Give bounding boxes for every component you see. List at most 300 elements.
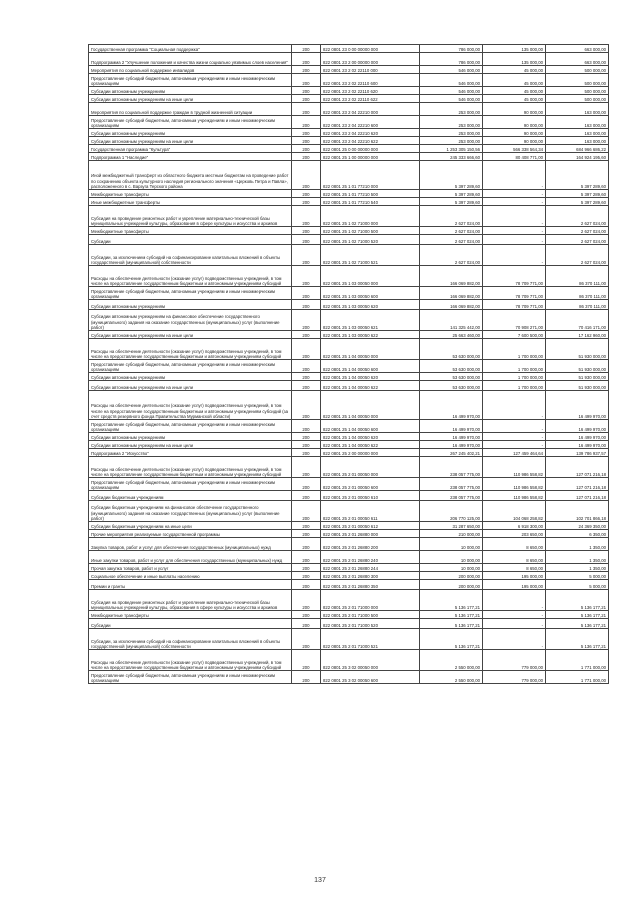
row-amount-1: 2 627 024,00 [420, 235, 483, 245]
row-gr: 200 [292, 116, 321, 129]
table-row [89, 227, 609, 235]
row-name: Предоставление субсидий бюджетным, автономным учреждениям и иным некоммерческим организациям [89, 74, 292, 87]
row-amount-1: 53 630 000,00 [420, 339, 483, 360]
row-amount-3: 127 071 216,18 [546, 491, 609, 501]
table-row [89, 331, 609, 339]
row-gr: 200 [292, 74, 321, 87]
row-amount-1: 5 136 177,21 [420, 611, 483, 619]
row-amount-3: 163 000,00 [546, 129, 609, 137]
row-gr: 200 [292, 153, 321, 161]
row-amount-2: - [483, 227, 546, 235]
row-amount-3: 1 771 000,00 [546, 671, 609, 684]
row-amount-1: 253 000,00 [420, 137, 483, 145]
table-row [89, 339, 609, 360]
row-amount-1: 5 397 289,60 [420, 190, 483, 198]
table-row [89, 310, 609, 331]
row-gr: 200 [292, 611, 321, 619]
row-amount-3: 500 000,00 [546, 87, 609, 95]
row-amount-2: 104 068 258,82 [483, 501, 546, 522]
row-name: Субсидии бюджетным учреждениям на иные цели [89, 522, 292, 530]
row-gr: 200 [292, 360, 321, 373]
table-row [89, 538, 609, 551]
table-row [89, 74, 609, 87]
row-name: Государственная программа "Социальная поддержка" [89, 45, 292, 53]
table-row [89, 671, 609, 684]
table-row [89, 66, 609, 74]
row-amount-2: - [483, 190, 546, 198]
row-name: Субсидии автономным учреждениям [89, 433, 292, 441]
row-code: 822 0801 23 2 02 22110 000 [321, 66, 420, 74]
budget-table-body [89, 45, 609, 684]
row-amount-1: 245 333 666,60 [420, 153, 483, 161]
row-amount-3: 5 136 177,21 [546, 629, 609, 650]
table-row [89, 530, 609, 538]
row-gr: 200 [292, 650, 321, 671]
row-amount-1: 5 397 289,60 [420, 161, 483, 190]
row-gr: 200 [292, 478, 321, 491]
row-name: Расходы на обеспечение деятельности (оказание услуг) подведомственных учреждений, в том числе на предоставление государственным бюджетным и автономным учреждениям субсидий (за счет средств резервного фонда Правительства Мурманской области) [89, 391, 292, 420]
table-row [89, 433, 609, 441]
table-row [89, 580, 609, 590]
row-amount-2: 45 000,00 [483, 66, 546, 74]
table-row [89, 145, 609, 153]
row-amount-3: 5 136 177,21 [546, 590, 609, 611]
row-name: Субсидии автономным учреждениям [89, 87, 292, 95]
row-gr: 200 [292, 671, 321, 684]
table-row [89, 300, 609, 310]
row-amount-1: 200 000,00 [420, 572, 483, 580]
table-row [89, 266, 609, 287]
table-row [89, 360, 609, 373]
row-name: Предоставление субсидий бюджетным, автономным учреждениям и иным некоммерческим организациям [89, 360, 292, 373]
row-gr: 200 [292, 310, 321, 331]
row-gr: 200 [292, 457, 321, 478]
table-row [89, 391, 609, 420]
row-amount-1: 53 630 000,00 [420, 373, 483, 381]
row-amount-3: 1 771 000,00 [546, 650, 609, 671]
row-amount-3: 86 370 111,00 [546, 287, 609, 300]
row-amount-1: 253 000,00 [420, 103, 483, 116]
row-code: 822 0801 23 0 00 00000 000 [321, 45, 420, 53]
row-code: 822 0801 25 1 02 71000 521 [321, 245, 420, 266]
row-code: 822 0801 25 1 04 00050 600 [321, 360, 420, 373]
row-name: Субсидии [89, 235, 292, 245]
row-amount-1: 10 000,00 [420, 551, 483, 564]
row-amount-3: 5 136 177,21 [546, 619, 609, 629]
row-gr: 200 [292, 227, 321, 235]
row-amount-3: 127 071 216,18 [546, 457, 609, 478]
table-row [89, 287, 609, 300]
row-amount-2: 70 908 271,00 [483, 310, 546, 331]
table-row [89, 611, 609, 619]
row-code: 822 0801 25 2 01 26880 200 [321, 538, 420, 551]
row-amount-1: 166 069 882,00 [420, 287, 483, 300]
row-amount-3: 663 000,00 [546, 53, 609, 66]
row-name: Субсидии бюджетным учреждениям [89, 491, 292, 501]
row-amount-2: 90 000,00 [483, 103, 546, 116]
row-amount-2: - [483, 629, 546, 650]
row-amount-1: 16 499 970,00 [420, 441, 483, 449]
row-amount-1: 16 499 970,00 [420, 433, 483, 441]
row-gr: 200 [292, 266, 321, 287]
row-amount-3: 2 627 024,00 [546, 245, 609, 266]
row-amount-3: 1 350,00 [546, 551, 609, 564]
table-row [89, 590, 609, 611]
row-amount-2: 127 459 464,64 [483, 449, 546, 457]
row-name: Расходы на обеспечение деятельности (оказание услуг) подведомственных учреждений, в том числе на предоставление государственным бюджетным и автономным учреждениям субсидий [89, 266, 292, 287]
row-amount-2: 1 700 000,00 [483, 373, 546, 381]
row-gr: 200 [292, 590, 321, 611]
row-name: Субсидии автономным учреждениям на финансовое обеспечение государственного (муниципального) задания на оказание государственных (муниципальных) услуг (выполнение работ) [89, 310, 292, 331]
row-code: 822 0801 25 1 04 00050 000 [321, 391, 420, 420]
row-code: 822 0801 25 0 00 00000 000 [321, 145, 420, 153]
row-gr: 200 [292, 95, 321, 103]
row-amount-1: 546 000,00 [420, 87, 483, 95]
row-code: 822 0801 23 2 02 22110 600 [321, 74, 420, 87]
row-amount-2: - [483, 245, 546, 266]
row-code: 822 0801 25 2 01 71000 521 [321, 629, 420, 650]
row-amount-2: - [483, 441, 546, 449]
row-amount-3: 5 136 177,21 [546, 611, 609, 619]
row-code: 822 0801 25 1 04 00050 622 [321, 381, 420, 391]
row-amount-3: 500 000,00 [546, 66, 609, 74]
table-row [89, 551, 609, 564]
row-amount-2: 78 709 771,00 [483, 266, 546, 287]
table-row [89, 129, 609, 137]
row-amount-3: 2 627 024,00 [546, 227, 609, 235]
row-amount-2: - [483, 433, 546, 441]
table-row [89, 420, 609, 433]
table-row [89, 629, 609, 650]
row-code: 822 0801 25 2 01 00050 610 [321, 491, 420, 501]
row-code: 822 0801 25 1 03 00050 622 [321, 331, 420, 339]
row-gr: 200 [292, 129, 321, 137]
row-code: 822 0801 23 2 04 22210 000 [321, 103, 420, 116]
row-gr: 200 [292, 198, 321, 206]
table-row [89, 198, 609, 206]
row-amount-2: - [483, 198, 546, 206]
row-gr: 200 [292, 161, 321, 190]
row-name: Предоставление субсидий бюджетным, автономным учреждениям и иным некоммерческим организациям [89, 420, 292, 433]
row-code: 822 0801 25 2 01 26880 000 [321, 530, 420, 538]
row-amount-1: 5 136 177,21 [420, 590, 483, 611]
row-amount-3: 51 930 000,00 [546, 381, 609, 391]
row-amount-2: 110 986 558,82 [483, 491, 546, 501]
row-code: 822 0801 25 1 03 00050 000 [321, 266, 420, 287]
row-amount-2: - [483, 206, 546, 227]
row-amount-1: 53 630 000,00 [420, 360, 483, 373]
table-row [89, 190, 609, 198]
row-amount-3: 163 000,00 [546, 116, 609, 129]
row-name: Субсидии [89, 619, 292, 629]
row-gr: 200 [292, 373, 321, 381]
row-code: 822 0801 25 1 03 00050 620 [321, 300, 420, 310]
row-code: 822 0801 25 1 01 77210 500 [321, 190, 420, 198]
row-amount-2: 203 650,00 [483, 530, 546, 538]
table-row [89, 161, 609, 190]
row-amount-3: 164 924 195,60 [546, 153, 609, 161]
row-amount-1: 10 000,00 [420, 564, 483, 572]
row-gr: 200 [292, 441, 321, 449]
row-amount-1: 546 000,00 [420, 66, 483, 74]
row-amount-1: 546 000,00 [420, 74, 483, 87]
row-name: Прочая закупка товаров, работ и услуг [89, 564, 292, 572]
row-name: Премии и гранты [89, 580, 292, 590]
row-amount-2: 78 709 771,00 [483, 300, 546, 310]
row-code: 822 0801 25 3 02 00050 000 [321, 650, 420, 671]
row-amount-3: 127 071 216,18 [546, 478, 609, 491]
row-gr: 200 [292, 190, 321, 198]
table-row [89, 449, 609, 457]
row-code: 822 0801 25 2 01 00050 611 [321, 501, 420, 522]
row-code: 822 0801 25 1 03 00050 621 [321, 310, 420, 331]
row-amount-3: 5 397 289,60 [546, 190, 609, 198]
row-gr: 200 [292, 300, 321, 310]
row-gr: 200 [292, 391, 321, 420]
row-gr: 200 [292, 53, 321, 66]
row-gr: 200 [292, 103, 321, 116]
row-amount-2: 8 650,00 [483, 551, 546, 564]
row-amount-2: 45 000,00 [483, 87, 546, 95]
row-gr: 200 [292, 245, 321, 266]
table-row [89, 650, 609, 671]
row-amount-2: - [483, 161, 546, 190]
table-row [89, 137, 609, 145]
row-name: Субсидии автономным учреждениям на иные цели [89, 331, 292, 339]
row-name: Предоставление субсидий бюджетным, автономным учреждениям и иным некоммерческим организациям [89, 116, 292, 129]
row-amount-2: 1 700 000,00 [483, 381, 546, 391]
row-amount-1: 2 627 024,00 [420, 206, 483, 227]
row-amount-1: 238 057 775,00 [420, 491, 483, 501]
row-gr: 200 [292, 206, 321, 227]
row-code: 822 0801 25 2 01 71000 500 [321, 611, 420, 619]
row-code: 822 0801 25 2 01 26880 300 [321, 572, 420, 580]
row-amount-3: 51 930 000,00 [546, 373, 609, 381]
row-amount-2: 78 709 771,00 [483, 287, 546, 300]
row-amount-1: 166 069 882,00 [420, 266, 483, 287]
row-amount-2: 110 986 558,82 [483, 457, 546, 478]
row-amount-2: 8 650,00 [483, 538, 546, 551]
row-amount-3: 5 000,00 [546, 580, 609, 590]
row-amount-1: 253 000,00 [420, 116, 483, 129]
row-amount-2: - [483, 619, 546, 629]
row-name: Закупка товаров, работ и услуг для обеспечения государственных (муниципальных) нужд [89, 538, 292, 551]
row-amount-2: - [483, 391, 546, 420]
row-amount-3: 2 627 024,00 [546, 235, 609, 245]
row-amount-1: 253 000,00 [420, 129, 483, 137]
row-code: 822 0801 25 1 02 71000 500 [321, 227, 420, 235]
row-gr: 200 [292, 381, 321, 391]
row-code: 822 0801 25 1 03 00050 600 [321, 287, 420, 300]
row-gr: 200 [292, 538, 321, 551]
row-code: 822 0801 25 1 02 71000 520 [321, 235, 420, 245]
row-amount-1: 786 000,00 [420, 53, 483, 66]
page-number: 137 [314, 877, 326, 884]
row-name: Иной межбюджетный трансферт из областного бюджета местным бюджетам на проведение работ по сохранению объекта культурного наследия регионального значения «Церковь Петра и Павла», расположенного в с. Варзуга Терского района [89, 161, 292, 190]
row-amount-3: 163 000,00 [546, 103, 609, 116]
row-name: Государственная программа "Культура" [89, 145, 292, 153]
table-row [89, 572, 609, 580]
row-amount-2: 90 000,00 [483, 129, 546, 137]
row-name: Субсидии автономным учреждениям на иные цели [89, 95, 292, 103]
budget-table-sheet [88, 44, 606, 684]
row-amount-3: 16 499 970,00 [546, 420, 609, 433]
table-row [89, 87, 609, 95]
row-gr: 200 [292, 449, 321, 457]
row-name: Социальное обеспечение и иные выплаты населению [89, 572, 292, 580]
row-gr: 200 [292, 331, 321, 339]
row-amount-1: 786 000,00 [420, 45, 483, 53]
row-amount-2: 90 000,00 [483, 116, 546, 129]
row-name: Предоставление субсидий бюджетным, автономным учреждениям и иным некоммерческим организациям [89, 478, 292, 491]
row-amount-1: 206 770 125,00 [420, 501, 483, 522]
row-name: Расходы на обеспечение деятельности (оказание услуг) подведомственных учреждений, в том числе на предоставление государственным бюджетным и автономным учреждениям субсидий [89, 457, 292, 478]
row-name: Субсидии автономным учреждениям [89, 300, 292, 310]
row-amount-1: 1 253 305 150,56 [420, 145, 483, 153]
row-code: 822 0801 23 2 02 22110 622 [321, 95, 420, 103]
row-amount-2: - [483, 611, 546, 619]
row-amount-3: 70 416 171,00 [546, 310, 609, 331]
table-row [89, 235, 609, 245]
row-amount-3: 500 000,00 [546, 74, 609, 87]
row-amount-1: 10 000,00 [420, 538, 483, 551]
row-amount-3: 86 370 111,00 [546, 266, 609, 287]
row-code: 822 0801 25 1 04 00050 620 [321, 433, 420, 441]
row-amount-1: 16 499 970,00 [420, 420, 483, 433]
row-code: 822 0801 25 2 01 71000 000 [321, 590, 420, 611]
row-name: Межбюджетные трансферты [89, 611, 292, 619]
row-amount-1: 238 057 775,00 [420, 457, 483, 478]
row-code: 822 0801 23 2 04 22210 600 [321, 116, 420, 129]
table-row [89, 153, 609, 161]
row-gr: 200 [292, 145, 321, 153]
row-name: Субсидии, за исключением субсидий на софинансирование капитальных вложений в объекты государственной (муниципальной) собственности [89, 245, 292, 266]
row-amount-2: 1 700 000,00 [483, 339, 546, 360]
row-gr: 200 [292, 137, 321, 145]
row-gr: 200 [292, 629, 321, 650]
row-code: 822 0801 25 1 04 00050 620 [321, 373, 420, 381]
row-code: 822 0801 25 2 01 00050 000 [321, 457, 420, 478]
row-name: Расходы на обеспечение деятельности (оказание услуг) подведомственных учреждений, в том числе на предоставление государственным бюджетным и автономным учреждениям субсидий [89, 339, 292, 360]
row-code: 822 0801 25 2 01 26880 240 [321, 551, 420, 564]
row-name: Мероприятия по социальной поддержке граждан в трудной жизненной ситуации [89, 103, 292, 116]
row-amount-3: 5 397 289,60 [546, 161, 609, 190]
row-gr: 200 [292, 501, 321, 522]
row-amount-2: 45 000,00 [483, 74, 546, 87]
table-row [89, 522, 609, 530]
row-amount-1: 5 136 177,21 [420, 629, 483, 650]
table-row [89, 501, 609, 522]
row-amount-2: - [483, 420, 546, 433]
row-name: Прочие мероприятия реализуемые государственной программы [89, 530, 292, 538]
row-amount-2: 1 700 000,00 [483, 360, 546, 373]
row-code: 822 0801 25 1 00 00000 000 [321, 153, 420, 161]
row-code: 822 0801 23 2 02 22110 620 [321, 87, 420, 95]
row-gr: 200 [292, 564, 321, 572]
row-amount-1: 16 499 970,00 [420, 391, 483, 420]
row-amount-2: 8 650,00 [483, 564, 546, 572]
table-row [89, 619, 609, 629]
row-name: Иные межбюджетные трансферты [89, 198, 292, 206]
row-amount-1: 2 550 000,00 [420, 671, 483, 684]
row-amount-3: 6 350,00 [546, 530, 609, 538]
row-amount-2: 135 000,00 [483, 53, 546, 66]
row-code: 822 0801 25 1 04 00050 600 [321, 420, 420, 433]
row-gr: 200 [292, 433, 321, 441]
table-row [89, 45, 609, 53]
row-gr: 200 [292, 580, 321, 590]
table-row [89, 491, 609, 501]
row-amount-3: 5 000,00 [546, 572, 609, 580]
table-row [89, 478, 609, 491]
row-amount-1: 546 000,00 [420, 95, 483, 103]
row-gr: 200 [292, 66, 321, 74]
row-amount-3: 663 000,00 [546, 45, 609, 53]
table-row [89, 457, 609, 478]
row-gr: 200 [292, 420, 321, 433]
row-name: Предоставление субсидий бюджетным, автономным учреждениям и иным некоммерческим организациям [89, 671, 292, 684]
row-amount-1: 238 057 775,00 [420, 478, 483, 491]
budget-table [88, 44, 609, 684]
row-name: Межбюджетные трансферты [89, 227, 292, 235]
row-amount-1: 210 000,00 [420, 530, 483, 538]
row-amount-3: 17 162 960,00 [546, 331, 609, 339]
row-name: Субсидии автономным учреждениям на иные цели [89, 137, 292, 145]
row-amount-2: - [483, 590, 546, 611]
row-amount-2: 779 000,00 [483, 650, 546, 671]
row-code: 822 0801 25 2 01 00050 612 [321, 522, 420, 530]
row-code: 822 0801 25 2 01 71000 520 [321, 619, 420, 629]
table-row [89, 206, 609, 227]
row-code: 822 0801 25 1 01 77210 540 [321, 198, 420, 206]
row-amount-1: 200 000,00 [420, 580, 483, 590]
row-amount-2: - [483, 235, 546, 245]
row-amount-2: 7 600 500,00 [483, 331, 546, 339]
row-amount-2: 195 000,00 [483, 572, 546, 580]
row-name: Субсидии автономным учреждениям [89, 129, 292, 137]
row-code: 822 0801 25 1 02 71000 000 [321, 206, 420, 227]
row-name: Субсидии, за исключением субсидий на софинансирование капитальных вложений в объекты государственной (муниципальной) собственности [89, 629, 292, 650]
row-amount-1: 2 627 024,00 [420, 227, 483, 235]
row-amount-3: 51 930 000,00 [546, 339, 609, 360]
row-amount-2: 6 918 300,00 [483, 522, 546, 530]
row-amount-2: 779 000,00 [483, 671, 546, 684]
row-amount-1: 141 325 442,00 [420, 310, 483, 331]
row-amount-3: 5 397 289,60 [546, 198, 609, 206]
row-amount-1: 2 627 024,00 [420, 245, 483, 266]
row-gr: 200 [292, 339, 321, 360]
row-gr: 200 [292, 45, 321, 53]
row-amount-3: 1 350,00 [546, 564, 609, 572]
row-name: Субсидии бюджетным учреждениям на финансовое обеспечение государственного (муниципального) задания на оказание государственных (муниципальных) услуг (выполнение работ) [89, 501, 292, 522]
row-amount-1: 25 663 460,00 [420, 331, 483, 339]
row-name: Субсидии автономным учреждениям на иные цели [89, 381, 292, 391]
row-code: 822 0801 25 1 01 77210 000 [321, 161, 420, 190]
row-amount-3: 24 369 350,00 [546, 522, 609, 530]
row-gr: 200 [292, 522, 321, 530]
row-code: 822 0801 25 2 01 00050 600 [321, 478, 420, 491]
row-amount-3: 86 370 111,00 [546, 300, 609, 310]
row-amount-1: 31 287 650,00 [420, 522, 483, 530]
row-amount-1: 5 397 289,60 [420, 198, 483, 206]
row-amount-2: 80 408 771,00 [483, 153, 546, 161]
row-code: 822 0801 25 2 01 26880 244 [321, 564, 420, 572]
row-name: Мероприятия по социальной поддержке инвалидов [89, 66, 292, 74]
row-amount-1: 2 550 000,00 [420, 650, 483, 671]
row-gr: 200 [292, 87, 321, 95]
row-gr: 200 [292, 491, 321, 501]
row-amount-3: 2 627 024,00 [546, 206, 609, 227]
